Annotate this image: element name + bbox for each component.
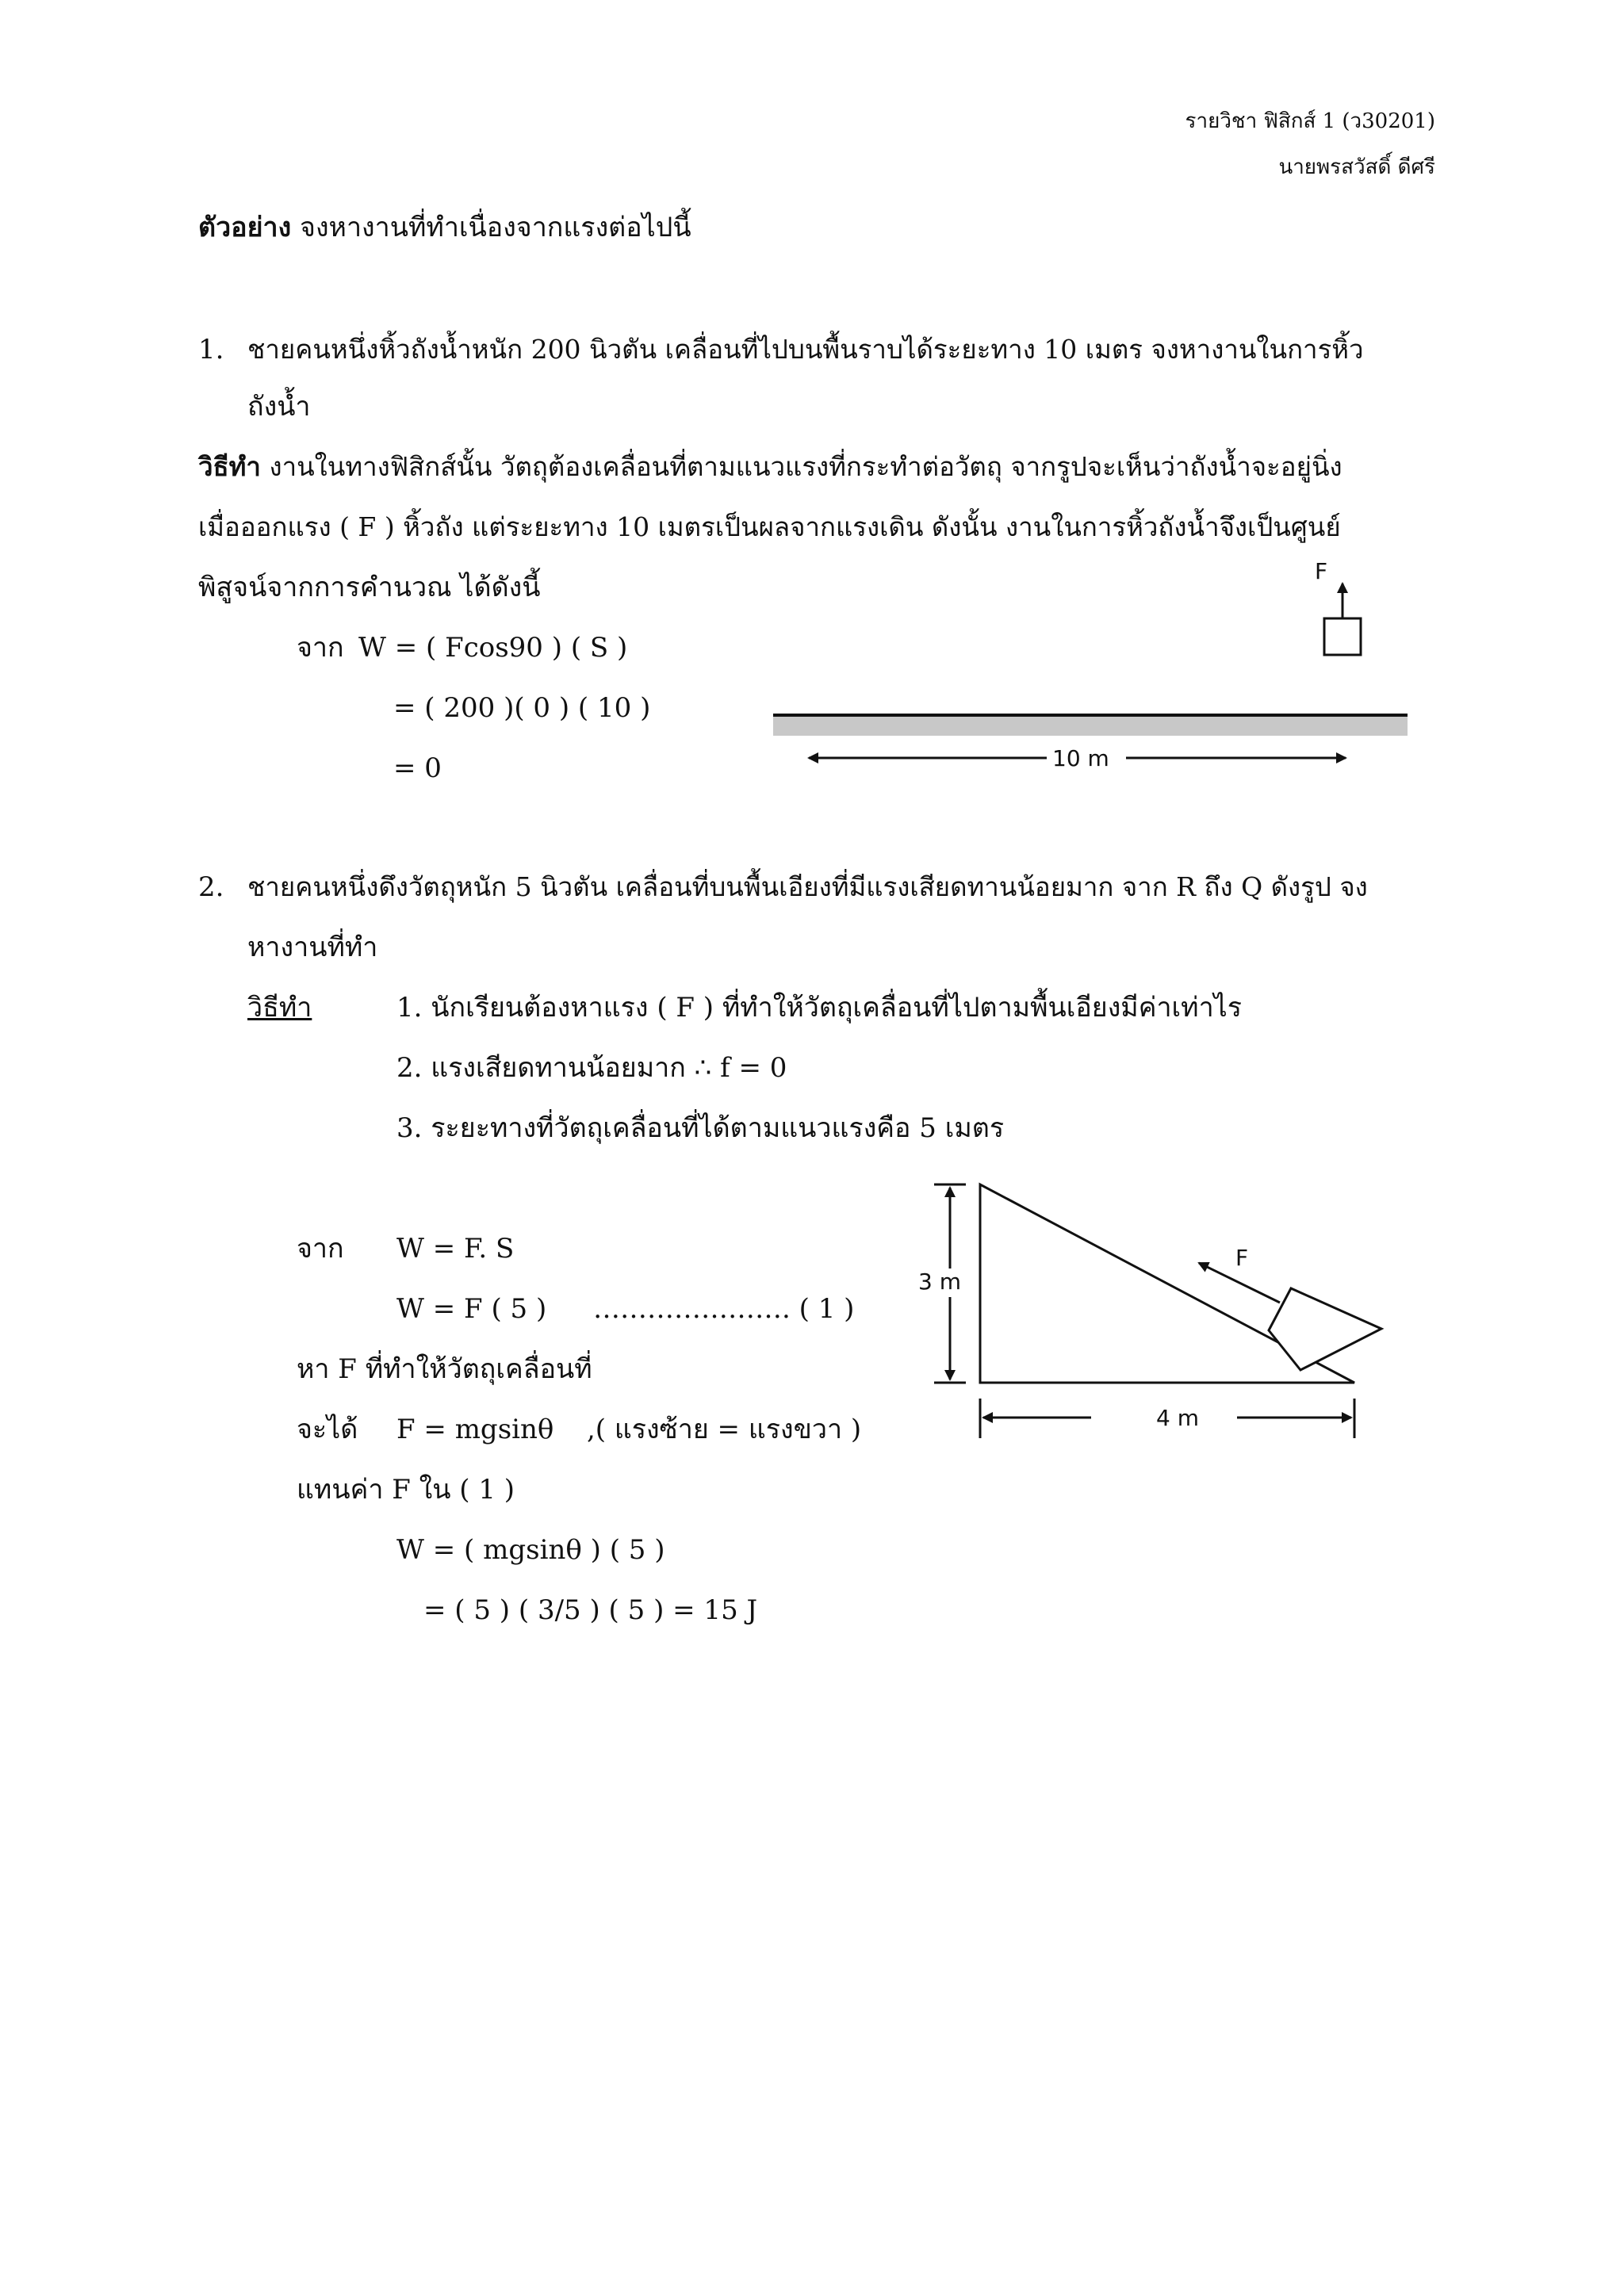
problem2-eq3: F = mgsinθ — [396, 1414, 554, 1445]
problem1-number: 1. — [198, 334, 224, 365]
problem1-calc3: = 0 — [393, 752, 442, 784]
problem2-eq1: W = F. S — [396, 1233, 515, 1265]
ground-shading — [773, 717, 1408, 736]
problem1-calc1: W = ( Fcos90 ) ( S ) — [358, 632, 628, 664]
problem2-eq3-note: ,( แรงซ้าย = แรงขวา ) — [587, 1414, 862, 1445]
problem2-subst-line: แทนค่า F ใน ( 1 ) — [297, 1474, 515, 1506]
problem1-calc1-label: จาก — [297, 632, 344, 664]
problem2-step1: 1. นักเรียนต้องหาแรง ( F ) ที่ทำให้วัตถุเคลื่อนที่ไปตามพื้นเอียงมีค่าเท่าไร — [396, 992, 1243, 1024]
horizontal-motion-figure — [761, 555, 1427, 777]
problem2-eq2: W = F ( 5 ) — [396, 1293, 547, 1325]
problem2-number: 2. — [198, 871, 224, 903]
problem2-find-line: หา F ที่ทำให้วัตถุเคลื่อนที่ — [297, 1353, 592, 1385]
bucket-box — [1324, 618, 1361, 655]
problem2-line2: หางานที่ทำ — [247, 932, 378, 963]
inclined-plane-figure — [904, 1173, 1411, 1459]
problem2-step3: 3. ระยะทางที่วัตถุเคลื่อนที่ได้ตามแนวแรงคือ 5 เมตร — [396, 1112, 1005, 1144]
teacher-name: นายพรสวัสดิ์ ดีศรี — [1278, 155, 1435, 179]
intro-label: ตัวอย่าง — [198, 212, 292, 243]
course-header: รายวิชา ฟิสิกส์ 1 (ว30201) — [1185, 109, 1435, 133]
problem2-eq4: W = ( mgsinθ ) ( 5 ) — [396, 1534, 665, 1566]
problem2-step2: 2. แรงเสียดทานน้อยมาก ∴ f = 0 — [396, 1052, 787, 1084]
problem1-solution-line2: เมื่อออกแรง ( F ) หิ้วถัง แต่ระยะทาง 10 เมตรเป็นผลจากแรงเดิน ดังนั้น งานในการหิ้วถังน้ำจึงเป็นศูนย์ — [198, 511, 1341, 542]
intro-line — [198, 214, 691, 241]
problem2-eq2-ref: …………………. ( 1 ) — [593, 1293, 855, 1325]
problem1-calc2: = ( 200 )( 0 ) ( 10 ) — [393, 692, 651, 724]
fig1-force-label: F — [1315, 558, 1328, 584]
problem2-line1: ชายคนหนึ่งดึงวัตถุหนัก 5 นิวตัน เคลื่อนที่บนพื้นเอียงที่มีแรงเสียดทานน้อยมาก จาก R ถึง Q ดังรูป จง — [247, 871, 1368, 902]
problem1-solution-text1: งานในทางฟิสิกส์นั้น วัตถุต้องเคลื่อนที่ตามแนวแรงที่กระทำต่อวัตถุ จากรูปจะเห็นว่าถังน้ำจะอยู่นิ่ง — [269, 451, 1342, 482]
problem1-solution-line3: พิสูจน์จากการคำนวณ ได้ดังนี้ — [198, 572, 541, 603]
fig2-height-label: 3 m — [918, 1269, 961, 1295]
fig1-distance-label: 10 m — [1052, 745, 1109, 771]
problem1-line1: ชายคนหนึ่งหิ้วถังน้ำหนัก 200 นิวตัน เคลื่อนที่ไปบนพื้นราบได้ระยะทาง 10 เมตร จงหางานในการหิ้ว — [247, 334, 1364, 365]
fig2-force-label: F — [1235, 1245, 1249, 1271]
problem2-from-label: จาก — [297, 1233, 344, 1265]
problem2-solution-label: วิธีทำ — [247, 992, 312, 1024]
problem1-line2: ถังน้ำ — [247, 391, 311, 423]
fig2-base-label: 4 m — [1156, 1405, 1199, 1431]
problem1-solution-line1 — [198, 453, 1342, 480]
intro-text: จงหางานที่ทำเนื่องจากแรงต่อไปนี้ — [300, 212, 691, 243]
problem1-solution-label: วิธีทำ — [198, 451, 261, 482]
problem2-eq5: = ( 5 ) ( 3/5 ) ( 5 ) = 15 J — [423, 1594, 758, 1626]
problem2-get-label: จะได้ — [297, 1414, 358, 1445]
